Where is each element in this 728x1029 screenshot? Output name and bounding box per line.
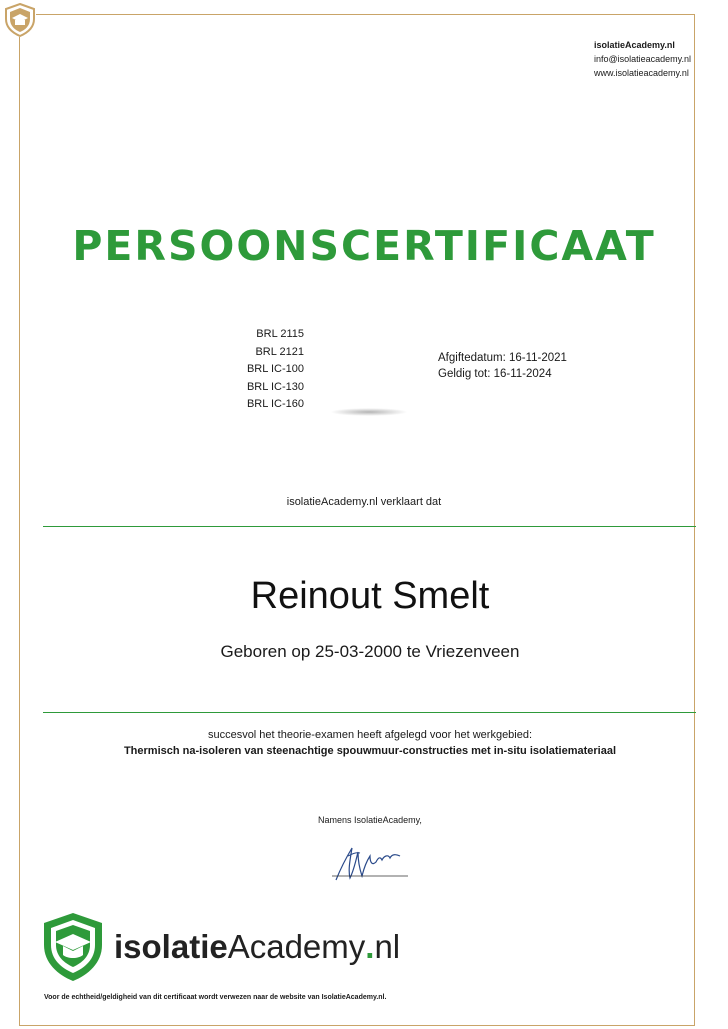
authenticity-footnote: Voor de echtheid/geldigheid van dit certificaat wordt verwezen naar de website van IsolatieAcademy.nl. bbox=[44, 994, 387, 1001]
certification-item: BRL IC-160 bbox=[246, 398, 304, 410]
corner-shield-icon bbox=[4, 3, 36, 37]
holder-birth-info: Geboren op 25-03-2000 te Vriezenveen bbox=[220, 642, 520, 661]
valid-until-date: Geldig tot: 16-11-2024 bbox=[438, 368, 552, 380]
certification-item: BRL 2121 bbox=[255, 345, 304, 358]
contact-website: www.isolatieacademy.nl bbox=[593, 68, 689, 78]
logo-part-academy: Academy bbox=[227, 928, 366, 965]
decorative-shadow bbox=[330, 408, 408, 416]
divider-top bbox=[43, 526, 696, 527]
shield-graduation-cap-icon bbox=[42, 911, 104, 983]
on-behalf-text: Namens IsolatieAcademy, bbox=[318, 815, 422, 825]
certification-item: BRL IC-100 bbox=[246, 363, 304, 375]
work-field: Thermisch na-isoleren van steenachtige spouwmuur-constructies met in-situ isolatiemateriaal bbox=[123, 745, 617, 757]
logo-part-isolatie: isolatie bbox=[114, 928, 228, 965]
contact-email: info@isolatieacademy.nl bbox=[593, 54, 691, 64]
declares-text: isolatieAcademy.nl verklaart dat bbox=[286, 496, 442, 508]
contact-block bbox=[594, 38, 691, 80]
dates-block bbox=[438, 350, 567, 382]
certification-item: BRL 2115 bbox=[256, 328, 304, 340]
logo-dot: . bbox=[365, 928, 375, 965]
contact-brand: isolatieAcademy.nl bbox=[593, 40, 675, 50]
passed-text: succesvol het theorie-examen heeft afgelegd voor het werkgebied: bbox=[207, 729, 533, 741]
certificate-title: PERSOONSCERTIFICAAT bbox=[72, 222, 656, 270]
holder-name: Reinout Smelt bbox=[250, 575, 490, 617]
logo-wordmark bbox=[114, 927, 400, 967]
logo-part-tld: nl bbox=[374, 928, 401, 965]
divider-bottom bbox=[43, 712, 696, 713]
certification-item: BRL IC-130 bbox=[246, 380, 304, 393]
issue-date: Afgiftedatum: 16-11-2021 bbox=[438, 352, 567, 364]
signature bbox=[330, 836, 410, 886]
isolatie-academy-logo bbox=[42, 911, 402, 983]
certification-list bbox=[247, 326, 304, 414]
